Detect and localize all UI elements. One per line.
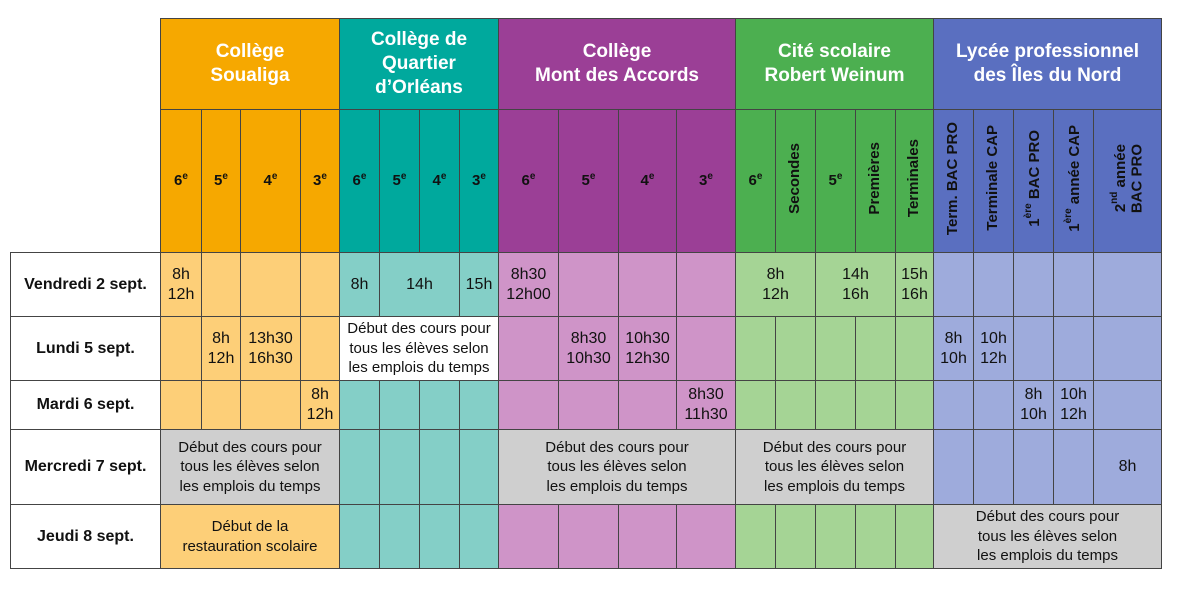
empty-cell: [499, 317, 559, 381]
grade-header-lp-2nd-annee-bac-pro: 2nd année BAC PRO: [1094, 110, 1162, 253]
empty-cell: [301, 253, 340, 317]
empty-cell: [677, 317, 736, 381]
empty-cell: [380, 505, 420, 569]
grade-header-orleans-5: 5e: [380, 110, 420, 253]
empty-cell: [1014, 430, 1054, 505]
empty-cell: [856, 381, 896, 430]
empty-cell: [776, 317, 816, 381]
grade-header-orleans-6: 6e: [340, 110, 380, 253]
empty-cell: [499, 505, 559, 569]
time-cell: 13h30 16h30: [241, 317, 301, 381]
empty-cell: [974, 430, 1014, 505]
empty-cell: [380, 430, 420, 505]
empty-cell: [736, 381, 776, 430]
time-cell: 10h 12h: [974, 317, 1014, 381]
restauration-note: Début de la restauration scolaire: [161, 505, 340, 569]
grade-header-soualiga-3: 3e: [301, 110, 340, 253]
day-label-lundi: Lundi 5 sept.: [11, 317, 161, 381]
empty-cell: [1094, 381, 1162, 430]
debut-cours-note: Début des cours pour tous les élèves selon les emplois du temps: [499, 430, 736, 505]
empty-cell: [974, 381, 1014, 430]
grade-header-soualiga-5: 5e: [202, 110, 241, 253]
time-cell: 10h 12h: [1054, 381, 1094, 430]
grade-header-weinum-5: 5e: [816, 110, 856, 253]
day-label-mardi: Mardi 6 sept.: [11, 381, 161, 430]
time-cell: 8h30 12h00: [499, 253, 559, 317]
grade-header-weinum-secondes: Secondes: [776, 110, 816, 253]
empty-cell: [460, 505, 499, 569]
empty-cell: [460, 381, 499, 430]
empty-cell: [559, 253, 619, 317]
empty-cell: [776, 381, 816, 430]
empty-cell: [736, 505, 776, 569]
corner-blank: [11, 19, 161, 110]
time-cell: 8h30 10h30: [559, 317, 619, 381]
grade-header-lp-term-bac-pro: Term. BAC PRO: [934, 110, 974, 253]
empty-cell: [974, 253, 1014, 317]
grade-header-soualiga-4: 4e: [241, 110, 301, 253]
empty-cell: [1054, 430, 1094, 505]
empty-cell: [460, 430, 499, 505]
empty-cell: [1014, 253, 1054, 317]
empty-cell: [619, 253, 677, 317]
empty-cell: [934, 381, 974, 430]
grade-header-weinum-terminales: Terminales: [896, 110, 934, 253]
time-cell: 14h: [380, 253, 460, 317]
empty-cell: [856, 505, 896, 569]
empty-cell: [202, 381, 241, 430]
empty-cell: [161, 317, 202, 381]
empty-cell: [161, 381, 202, 430]
empty-cell: [1014, 317, 1054, 381]
time-cell: 8h30 11h30: [677, 381, 736, 430]
empty-cell: [1094, 317, 1162, 381]
empty-cell: [896, 505, 934, 569]
day-label-mercredi: Mercredi 7 sept.: [11, 430, 161, 505]
grade-header-weinum-premieres: Premières: [856, 110, 896, 253]
rentree-schedule-table: [10, 18, 1162, 569]
empty-cell: [677, 505, 736, 569]
grade-header-accords-5: 5e: [559, 110, 619, 253]
empty-cell: [301, 317, 340, 381]
time-cell: 8h 12h: [202, 317, 241, 381]
empty-cell: [420, 505, 460, 569]
empty-cell: [499, 381, 559, 430]
time-cell: 15h 16h: [896, 253, 934, 317]
day-label-jeudi: Jeudi 8 sept.: [11, 505, 161, 569]
empty-cell: [776, 505, 816, 569]
school-header-orleans: Collège de Quartier d’Orléans: [340, 19, 499, 110]
empty-cell: [559, 381, 619, 430]
time-cell: 15h: [460, 253, 499, 317]
empty-cell: [202, 253, 241, 317]
empty-cell: [896, 317, 934, 381]
grade-corner-blank: [11, 110, 161, 253]
grade-header-orleans-4: 4e: [420, 110, 460, 253]
empty-cell: [559, 505, 619, 569]
empty-cell: [1054, 253, 1094, 317]
empty-cell: [619, 505, 677, 569]
time-cell: 8h 12h: [161, 253, 202, 317]
empty-cell: [420, 430, 460, 505]
empty-cell: [934, 253, 974, 317]
time-cell: 8h 10h: [934, 317, 974, 381]
empty-cell: [380, 381, 420, 430]
empty-cell: [934, 430, 974, 505]
day-label-vendredi: Vendredi 2 sept.: [11, 253, 161, 317]
time-cell: 8h: [340, 253, 380, 317]
grade-header-lp-1ere-annee-cap: 1ère année CAP: [1054, 110, 1094, 253]
time-cell: 14h 16h: [816, 253, 896, 317]
empty-cell: [420, 381, 460, 430]
grade-header-accords-4: 4e: [619, 110, 677, 253]
empty-cell: [241, 253, 301, 317]
grade-header-accords-6: 6e: [499, 110, 559, 253]
empty-cell: [241, 381, 301, 430]
time-cell: 8h: [1094, 430, 1162, 505]
empty-cell: [856, 317, 896, 381]
grade-header-orleans-3: 3e: [460, 110, 499, 253]
empty-cell: [1094, 253, 1162, 317]
time-cell: 10h30 12h30: [619, 317, 677, 381]
grade-header-lp-1ere-bac-pro: 1ère BAC PRO: [1014, 110, 1054, 253]
empty-cell: [816, 317, 856, 381]
school-header-soualiga: Collège Soualiga: [161, 19, 340, 110]
debut-cours-note: Début des cours pour tous les élèves selon les emplois du temps: [934, 505, 1162, 569]
debut-cours-note: Début des cours pour tous les élèves selon les emplois du temps: [161, 430, 340, 505]
school-header-iles-du-nord: Lycée professionnel des Îles du Nord: [934, 19, 1162, 110]
time-cell: 8h 12h: [301, 381, 340, 430]
empty-cell: [677, 253, 736, 317]
empty-cell: [816, 505, 856, 569]
debut-cours-note: Début des cours pour tous les élèves selon les emplois du temps: [736, 430, 934, 505]
school-header-robert-weinum: Cité scolaire Robert Weinum: [736, 19, 934, 110]
empty-cell: [340, 430, 380, 505]
empty-cell: [896, 381, 934, 430]
grade-header-lp-terminale-cap: Terminale CAP: [974, 110, 1014, 253]
empty-cell: [340, 505, 380, 569]
empty-cell: [736, 317, 776, 381]
grade-header-accords-3: 3e: [677, 110, 736, 253]
debut-cours-note: Début des cours pour tous les élèves selon les emplois du temps: [340, 317, 499, 381]
grade-header-weinum-6: 6e: [736, 110, 776, 253]
empty-cell: [340, 381, 380, 430]
empty-cell: [619, 381, 677, 430]
empty-cell: [1054, 317, 1094, 381]
time-cell: 8h 12h: [736, 253, 816, 317]
school-header-mont-des-accords: Collège Mont des Accords: [499, 19, 736, 110]
grade-header-soualiga-6: 6e: [161, 110, 202, 253]
empty-cell: [816, 381, 856, 430]
time-cell: 8h 10h: [1014, 381, 1054, 430]
